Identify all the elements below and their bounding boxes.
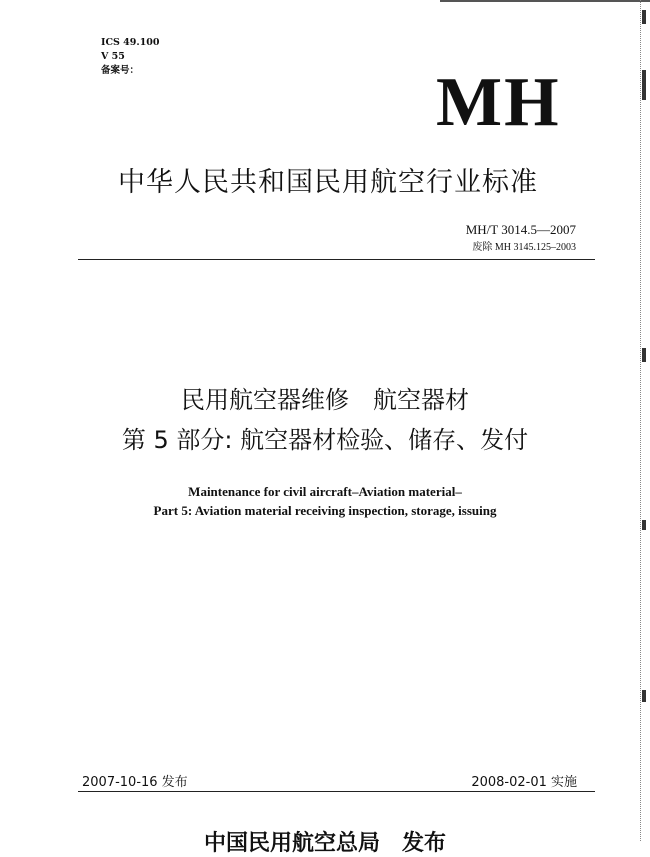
english-title-line-1: Maintenance for civil aircraft–Aviation material–: [188, 484, 462, 499]
footer-divider: [78, 791, 595, 792]
ics-code: ICS 49.100: [101, 37, 160, 48]
implementation-date: 2008-02-01 实施: [471, 775, 577, 790]
header-divider: [78, 259, 595, 260]
scan-mark: [642, 70, 646, 100]
classification-code: V 55: [101, 51, 125, 62]
publisher: 中国民用航空总局 发布: [203, 831, 446, 856]
standard-number: MH/T 3014.5—2007: [465, 222, 576, 237]
standard-type-title: 中华人民共和国民用航空行业标准: [118, 167, 538, 198]
issue-date: 2007-10-16 发布: [82, 775, 188, 790]
scan-mark: [642, 348, 646, 362]
replaces-standard: 废除 MH 3145.125–2003: [472, 242, 576, 253]
mh-logo: MH: [436, 64, 561, 141]
scan-mark: [642, 520, 646, 530]
chinese-title-line-2: 第 5 部分: 航空器材检验、储存、发付: [121, 426, 529, 454]
scan-mark: [642, 690, 646, 702]
chinese-title-line-1: 民用航空器维修 航空器材: [181, 386, 469, 414]
record-number-label: 备案号：: [101, 65, 140, 76]
scan-mark: [642, 10, 646, 24]
english-title-line-2: Part 5: Aviation material receiving inspection, storage, issuing: [153, 503, 497, 518]
classification-block: [101, 36, 160, 78]
scan-edge-artifact: [440, 0, 650, 5]
